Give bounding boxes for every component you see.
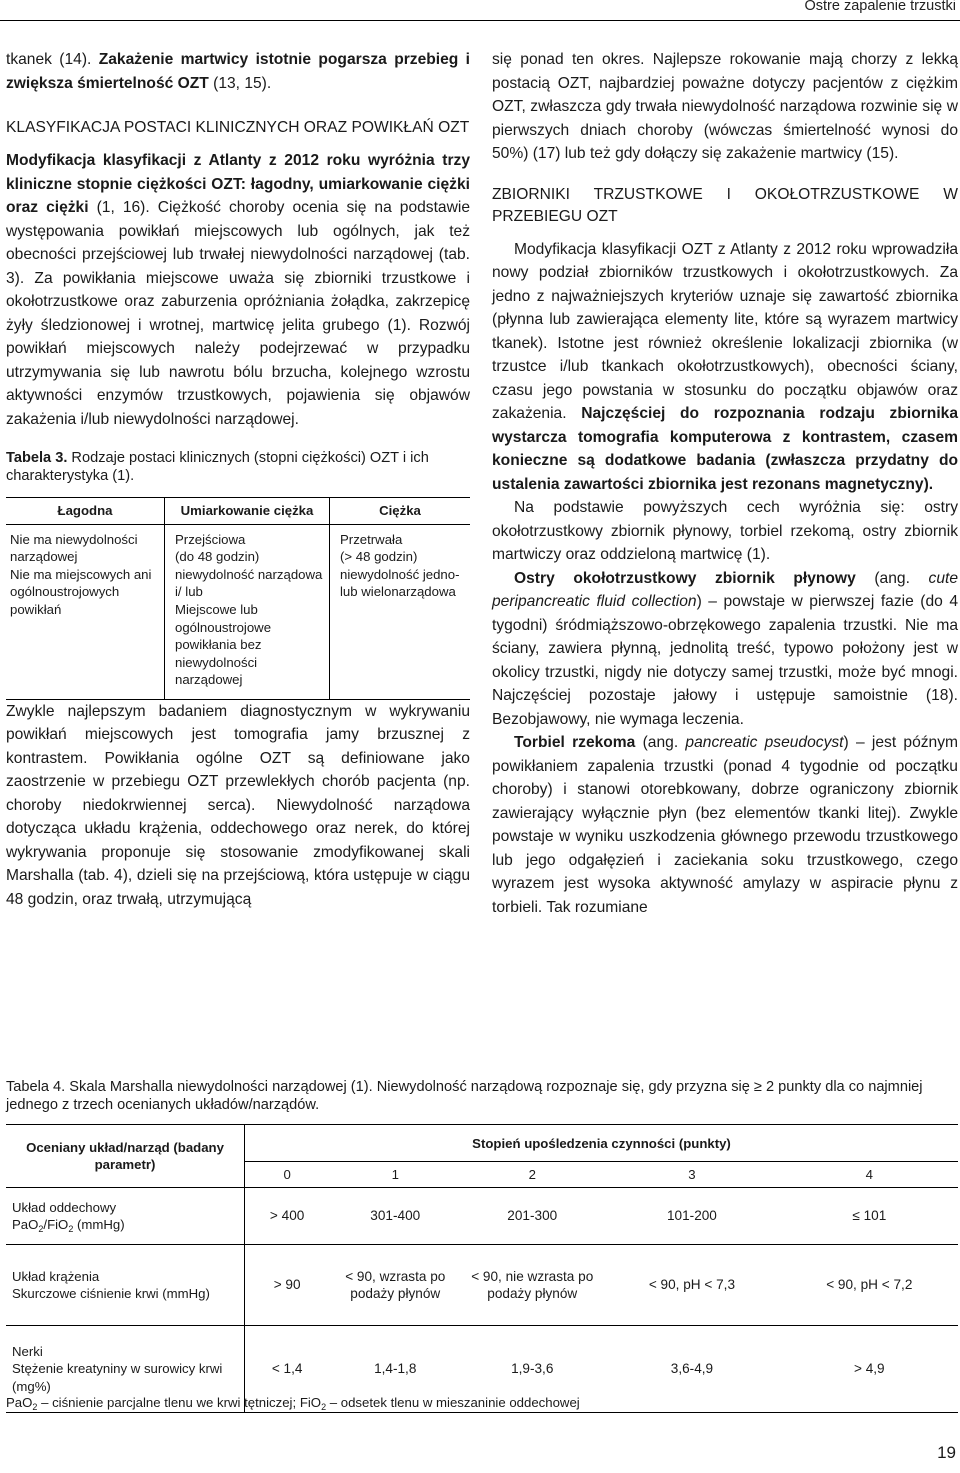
table-header: Umiarkowanie ciężka xyxy=(165,498,330,525)
table-cell: < 90, pH < 7,2 xyxy=(781,1245,958,1326)
table-header: Oceniany układ/narząd (badany parametr) xyxy=(6,1125,245,1188)
running-title: Ostre zapalenie trzustki xyxy=(804,0,956,14)
left-column xyxy=(6,48,470,911)
score-header: 2 xyxy=(461,1161,603,1188)
paragraph: Torbiel rzekoma (ang. pancreatic pseudocyst) – jest późnym powikłaniem zapalenia trzustki (ponad 4 tygodnie od początku choroby) i stanowi otorebkowany, dobrze ograniczony zbiornik zawierający wyłącznie płyn (bez elementów tkanki litej). Zwykle powstaje w wyniku uszkodzenia głównego przewodu trzustkowego lub jego odgałęzień i zaciekania soku trzustkowego, czego wyrazem jest wysoka aktywność amylazy w aspiracie płynu z torbieli. Tak rozumiane xyxy=(492,734,959,916)
table-cell: Nerki Stężenie kreatyniny w surowicy krwi (mg%) xyxy=(6,1326,245,1413)
right-column xyxy=(492,48,958,919)
table-cell: Nie ma niewydolności narządowej Nie ma miejscowych ani ogólnoustrojowych powikłań xyxy=(10,531,152,617)
section-heading: KLASYFIKACJA POSTACI KLINICZNYCH ORAZ POWIKŁAŃ OZT xyxy=(6,119,470,136)
table-cell: 101-200 xyxy=(603,1188,780,1245)
table-header: Łagodna xyxy=(6,498,165,525)
table-cell: 1,9-3,6 xyxy=(461,1326,603,1413)
table-header: Stopień upośledzenia czynności (punkty) xyxy=(472,1136,731,1151)
table-cell: < 90, nie wzrasta po podaży płynów xyxy=(461,1245,603,1326)
score-header: 0 xyxy=(245,1161,330,1188)
running-header xyxy=(0,0,960,20)
table-4 xyxy=(6,1124,958,1413)
table-row xyxy=(6,1245,958,1326)
section-heading: ZBIORNIKI TRZUSTKOWE I OKOŁOTRZUSTKOWE W PRZEBIEGU OZT xyxy=(492,185,958,225)
paragraph: Modyfikacja klasyfikacji OZT z Atlanty z 2012 roku wprowadziła nowy podział zbiorników trzustkowych i okołotrzustkowych. Za jedno z najważniejszych kryteriów uznaje się zawartość zbiornika (płynna lub zawierająca elementy lite, które są wyrazem martwicy tkanek). Istotne jest również określenie lokalizacji zbiornika (w trzustce i/lub tkankach okołotrzustkowych), obecności ściany, czasu jego powstania w stosunku do początku objawów oraz zakażenia. Najczęściej do rozpoznania rodzaju zbiornika wystarcza tomografia komputerowa z kontrastem, czasem konieczne są dodatkowe badania (zwłaszcza przydatny do ustalenia zawartości zbiornika jest rezonans magnetyczny). xyxy=(492,240,958,493)
table-cell: > 90 xyxy=(245,1245,330,1326)
table-cell: 301-400 xyxy=(329,1188,461,1245)
table-cell: Przetrwała (> 48 godzin) niewydolność jedno- lub wielonarządowa xyxy=(330,524,471,699)
table-cell: > 4,9 xyxy=(781,1326,958,1413)
table-cell: > 400 xyxy=(245,1188,330,1245)
table-3-caption: Tabela 3. Rodzaje postaci klinicznych (stopni ciężkości) OZT i ich charakterystyka (1). xyxy=(6,450,429,484)
table-cell: ≤ 101 xyxy=(781,1188,958,1245)
score-header: 4 xyxy=(781,1161,958,1188)
table-4-footnote: PaO$_2$ – ciśnienie parcjalne tlenu we krwi tętniczej; FiO$_2$ – odsetek tlenu w mieszaninie oddechowej xyxy=(6,1395,580,1412)
table-cell: 1,4-1,8 xyxy=(329,1326,461,1413)
table-cell: Przejściowa (do 48 godzin) niewydolność narządowa i/ lub Miejscowe lub ogólnoustrojowe powikłania bez niewydolności narządowej xyxy=(165,524,330,699)
table-cell: < 1,4 xyxy=(245,1326,330,1413)
paragraph: Modyfikacja klasyfikacji z Atlanty z 2012 roku wyróżnia trzy kliniczne stopnie ciężkości OZT: łagodny, umiarkowanie ciężki oraz ciężki (1, 16). Ciężkość choroby ocenia się na podstawie występowania powikłań miejscowych lub ogólnych, jak też obecności przejściowej lub trwałej niewydolności narządowej (tab. 3). Za powikłania miejscowe uważa się zbiorniki trzustkowe i okołotrzustkowe oraz zaburzenia opróżniania żołądka, zakrzepicę żyły śledzionowej i wrotnej, martwicę jelita grubego (1). Rozwój powikłań miejscowych należy podejrzewać w przypadku utrzymywania się lub nawrotu bólu brzucha, kolejnego wzrostu aktywności enzymów trzustkowych, pojawienia się objawów zakażenia i/lub niewydolności narządowej. xyxy=(6,152,471,428)
paragraph: tkanek (14). Zakażenie martwicy istotnie pogarsza przebieg i zwiększa śmiertelność OZT (13, 15). xyxy=(6,51,470,92)
paragraph: Ostry okołotrzustkowy zbiornik płynowy (ang. cute peripancreatic fluid collection) – powstaje w pierwszej fazie (do 4 tygodni) śródmiąższowo-obrzękowego zapalenia trzustki. Nie ma ściany, zawiera płynną, jednolitą treść, typowo położony jest w okolicy trzustki, nigdy nie dotyczy samej trzustki, może być mnogi. Najczęściej pozostaje jałowy i ustępuje samoistnie (18). Bezobjawowy, nie wymaga leczenia. xyxy=(492,569,958,728)
table-cell: < 90, pH < 7,3 xyxy=(603,1245,780,1326)
score-header: 3 xyxy=(603,1161,780,1188)
score-header: 1 xyxy=(329,1161,461,1188)
paragraph: Zwykle najlepszym badaniem diagnostycznym w wykrywaniu powikłań miejscowych jest tomografia jamy brzusznej z kontrastem. Powikłania ogólne OZT są definiowane jako zaostrzenie w przebiegu OZT przewlekłych chorób pacjenta (np. choroby niedokrwiennej serca). Niewydolność narządowa dotycząca układu krążenia, oddechowego oraz nerek, do której wykrywania proponuje się stosowanie zmodyfikowanej skali Marshalla (tab. 4), dzieli się na przejściową, która ustępuje w ciągu 48 godzin, oraz trwałą, utrzymującą xyxy=(6,702,470,908)
table-cell: 201-300 xyxy=(461,1188,603,1245)
table-4-caption: Tabela 4. Skala Marshalla niewydolności narządowej (1). Niewydolność narządową rozpoznaje się, gdy przyzna się ≥ 2 punkty dla co najmniej jednego z trzech ocenianych układów/narządów. xyxy=(6,1079,923,1113)
table-row xyxy=(6,1188,958,1245)
table-cell: < 90, wzrasta po podaży płynów xyxy=(329,1245,461,1326)
header-rule xyxy=(0,20,960,21)
table-cell: Układ oddechowy PaO$_2$/FiO$_2$ (mmHg) xyxy=(6,1188,245,1245)
table-cell: 3,6-4,9 xyxy=(603,1326,780,1413)
paragraph: Na podstawie powyższych cech wyróżnia się: ostry okołotrzustkowy zbiornik płynowy, torbiel rzekomą, ostry zbiornik martwiczy oraz oddzieloną martwicę (1). xyxy=(492,499,958,563)
table-header: Ciężka xyxy=(330,498,471,525)
table-cell: Układ krążenia Skurczowe ciśnienie krwi (mmHg) xyxy=(6,1245,245,1326)
table-3 xyxy=(6,497,470,700)
page-number: 19 xyxy=(937,1443,956,1462)
paragraph: się ponad ten okres. Najlepsze rokowanie mają chorzy z lekką postacią OZT, najbardziej poważne dotyczy pacjentów z ciężkim OZT, zwłaszcza gdy trwała niewydolność narządowa rozwinie się w pierwszych dniach choroby (wówczas śmiertelność wynosi do 50%) (17) lub też gdy dołączy się zakażenie martwicy (15). xyxy=(492,51,958,162)
